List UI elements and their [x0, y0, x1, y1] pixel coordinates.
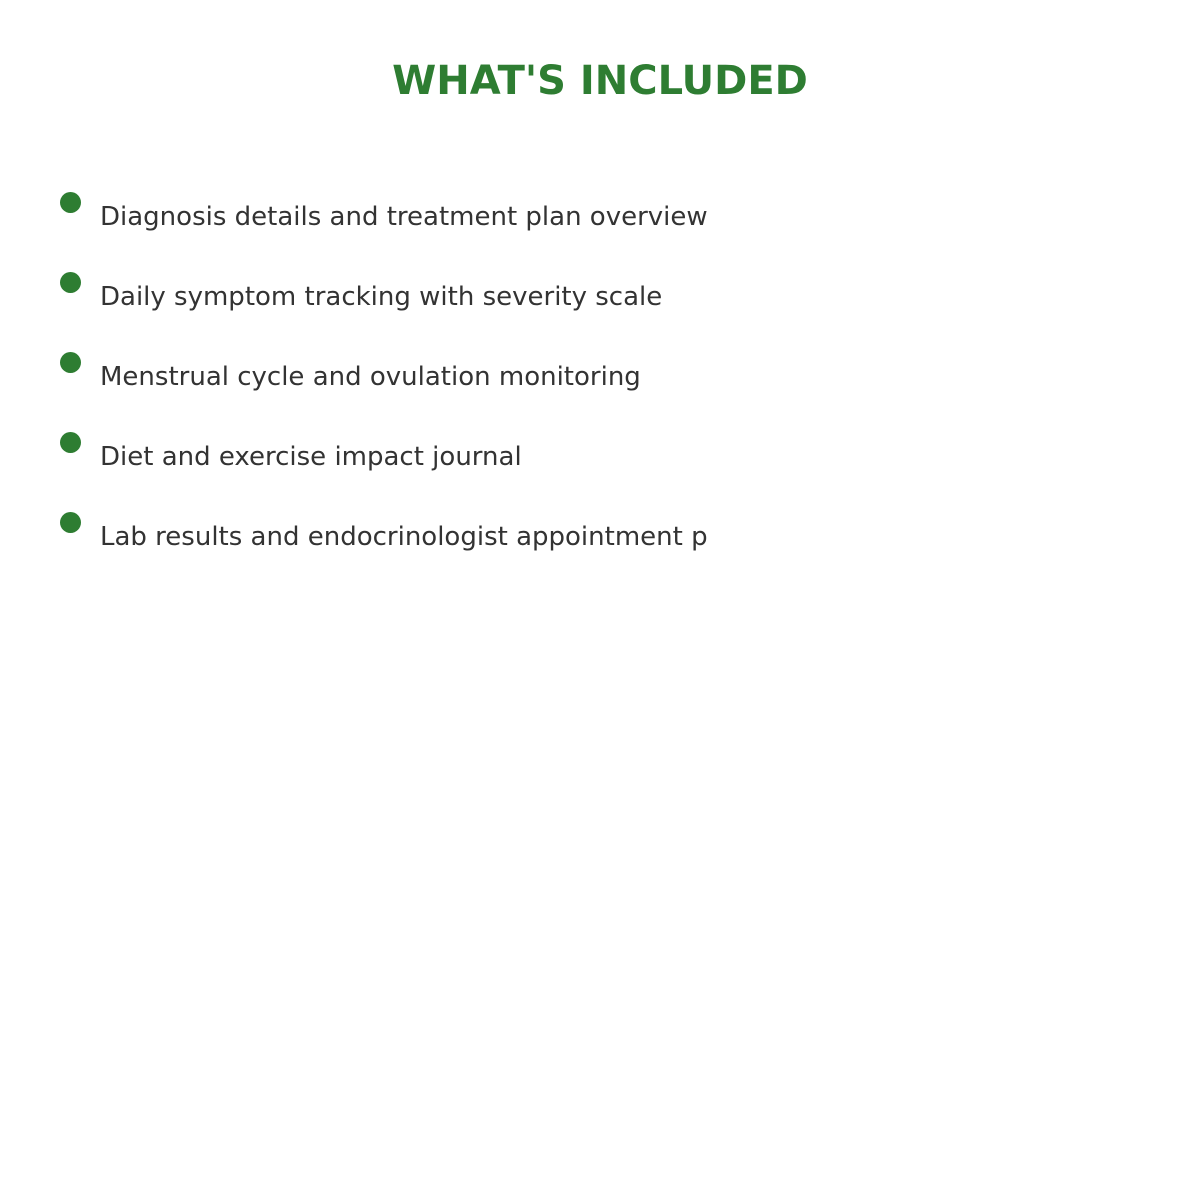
bullet-icon: [60, 432, 81, 453]
bullet-icon: [60, 352, 81, 373]
list-item-label: Daily symptom tracking with severity scale: [100, 282, 663, 312]
list-item-label: Lab results and endocrinologist appointment p: [100, 522, 708, 552]
bullet-icon: [60, 192, 81, 213]
bullet-icon: [60, 512, 81, 533]
list-item-label: Diagnosis details and treatment plan overview: [100, 202, 708, 232]
list-item-label: Menstrual cycle and ovulation monitoring: [100, 362, 641, 392]
list-item-label: Diet and exercise impact journal: [100, 442, 522, 472]
page-title: WHAT'S INCLUDED: [392, 58, 808, 104]
bullet-icon: [60, 272, 81, 293]
